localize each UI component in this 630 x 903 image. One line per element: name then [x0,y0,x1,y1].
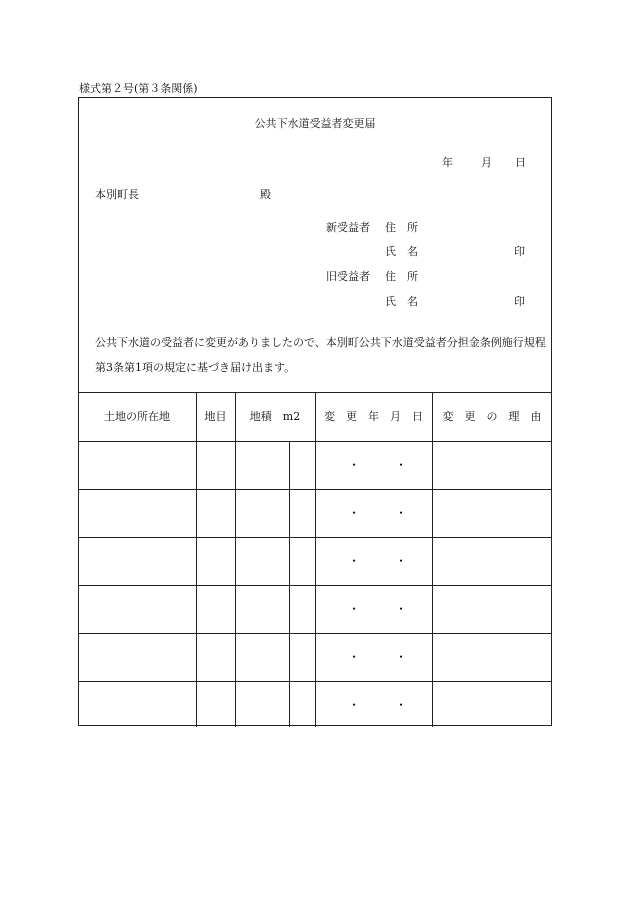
column-divider [196,393,197,727]
notification-body-text: 公共下水道の受益者に変更がありましたので、本別町公共下水道受益者分担金条例施行規程第3条第1項の規定に基づき届け出ます。 [95,336,546,374]
table-row-divider [78,489,552,490]
date-separator-month-day: ・ [395,650,408,664]
date-separator-month-day: ・ [395,554,408,568]
form-title: 公共下水道受益者変更届 [254,117,376,130]
date-separator-year-month: ・ [348,458,361,472]
old-beneficiary-name-label: 氏 名 [385,295,418,308]
header-area: 地積 m2 [249,410,301,423]
header-land-category: 地目 [204,410,227,423]
table-row-divider [78,585,552,586]
date-separator-year-month: ・ [348,506,361,520]
table-row-divider [78,441,552,442]
header-reason: 変 更 の 理 由 [442,410,542,423]
new-beneficiary-seal: 印 [514,245,525,258]
table-row-divider [78,633,552,634]
date-separator-month-day: ・ [395,602,408,616]
table-row-divider [78,537,552,538]
new-beneficiary-label: 新受益者 [326,221,370,234]
new-beneficiary-name-label: 氏 名 [385,245,418,258]
table-row-divider [78,681,552,682]
date-month-label: 月 [481,156,492,169]
date-separator-month-day: ・ [395,506,408,520]
date-separator-month-day: ・ [395,458,408,472]
addressee: 本別町長 [95,188,139,201]
new-beneficiary-address-label: 住 所 [385,221,418,234]
old-beneficiary-seal: 印 [514,295,525,308]
date-day-label: 日 [515,156,526,169]
date-separator-year-month: ・ [348,650,361,664]
area-subcolumn-divider [289,441,290,727]
date-year-label: 年 [442,156,453,169]
change-table [78,392,552,727]
column-divider [315,393,316,727]
date-separator-year-month: ・ [348,554,361,568]
date-separator-month-day: ・ [395,698,408,712]
old-beneficiary-address-label: 住 所 [385,270,418,283]
header-location: 土地の所在地 [104,410,170,423]
honorific: 殿 [260,188,271,201]
header-change-date: 変 更 年 月 日 [324,410,423,423]
old-beneficiary-label: 旧受益者 [326,270,370,283]
date-separator-year-month: ・ [348,698,361,712]
form-frame [78,97,552,726]
form-number: 様式第２号(第３条関係) [79,82,198,95]
date-separator-year-month: ・ [348,602,361,616]
column-divider [235,393,236,727]
column-divider [432,393,433,727]
